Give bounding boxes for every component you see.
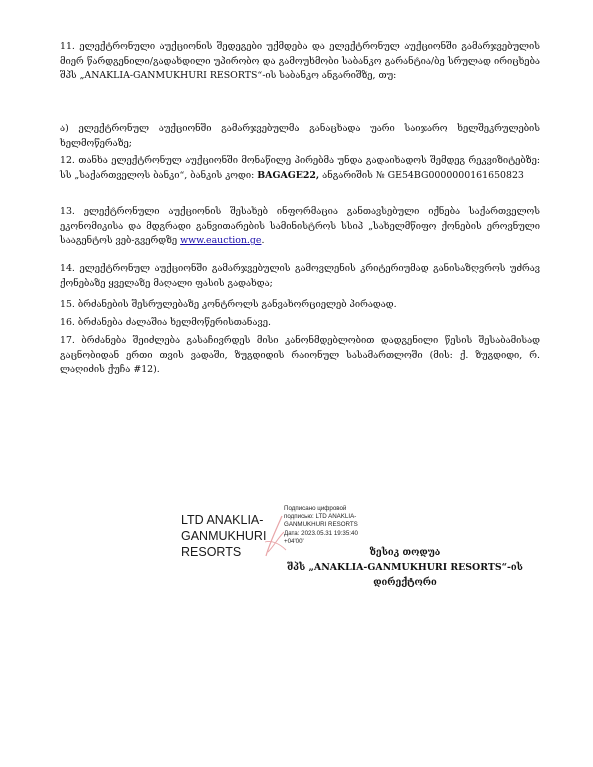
item-11: 11. ელექტრონული აუქციონის შედეგები უქმდება და ელექტრონულ აუქციონში გამარჯვებულის მიერ წარდგენილი/გადახდილი უპირობო და გამოუხმობი საბანკო გარანტია/ბე სრულად ირიცხება შპს „ANAKLIA-GANMUKHURI RESORTS“-ის საბანკო ანგარიშზე, თუ:	[60, 41, 540, 82]
digital-signature-info	[284, 505, 394, 546]
signer-role: დირექტორი	[373, 577, 437, 588]
bank-code: BAGAGE22,	[257, 169, 320, 181]
item-12	[60, 154, 540, 183]
account-number: ანგარიშის № GE54BG0000000161650823	[319, 169, 524, 181]
company-line-3: RESORTS	[181, 545, 242, 559]
item-13-text: 13. ელექტრონული აუქციონის შესახებ ინფორმაცია განთავსებული იქნება საქართველოს ეკონომიკისა და მდგრადი განვითარების სამინისტროს სსიპ „სახელმწიფო ქონების ეროვნული სააგენტოს ვებ-გვერდზე	[60, 206, 540, 247]
company-line-2: GANMUKHURI	[181, 529, 267, 543]
sig-line-3: GANMUKHURI RESORTS	[284, 521, 358, 529]
item-15: 15. ბრძანების შესრულებაზე კონტროლს განვახორციელებ პირადად.	[60, 299, 397, 310]
sig-line-2: подписью: LTD ANAKLIA-	[284, 513, 357, 521]
sig-line-1: Подписано цифровой	[284, 505, 347, 512]
item-13-end: .	[261, 235, 265, 247]
sig-line-4: Дата: 2023.05.31 19:35:40	[284, 529, 358, 537]
item-16: 16. ბრძანება ძალაშია ხელმოწერისთანავე.	[60, 317, 271, 328]
sig-line-5: +04'00'	[284, 537, 304, 545]
signer-title: შპს „ANAKLIA-GANMUKHURI RESORTS“-ის	[287, 562, 523, 573]
eauction-link[interactable]: www.eauction.ge	[180, 235, 262, 247]
signature-block	[270, 545, 540, 590]
item-14: 14. ელექტრონულ აუქციონში გამარჯვებულის გამოვლენის კრიტერიუმად განისაზღვროს უძრავ ქონებაზე ყველაზე მაღალი ფასის გადახდა;	[60, 263, 540, 289]
company-line-1: LTD ANAKLIA-	[181, 513, 264, 527]
item-11a: ა) ელექტრონულ აუქციონში გამარჯვებულმა განაცხადა უარი საიჯარო ხელშეკრულების ხელმოწერაზე;	[60, 123, 540, 149]
item-13	[60, 205, 540, 249]
signer-name: ზესიკ თოდუა	[369, 547, 441, 558]
item-12-text: 12. თანხა ელექტრონულ აუქციონში მონაწილე პირებმა უნდა გადაიხადოს შემდეგ რეკვიზიტებზე: სს „საქართველოს ბანკი“, ბანკის კოდი:	[60, 155, 540, 181]
item-17: 17. ბრძანება შეიძლება გასაჩივრდეს მისი კანონმდებლობით დადგენილი წესის შესაბამისად გაცნობიდან ერთი თვის ვადაში, ზუგდიდის რაიონულ სასამართლოში (მის: ქ. ზუგდიდი, რ. ლაღიძის ქუჩა #12).	[60, 335, 540, 376]
